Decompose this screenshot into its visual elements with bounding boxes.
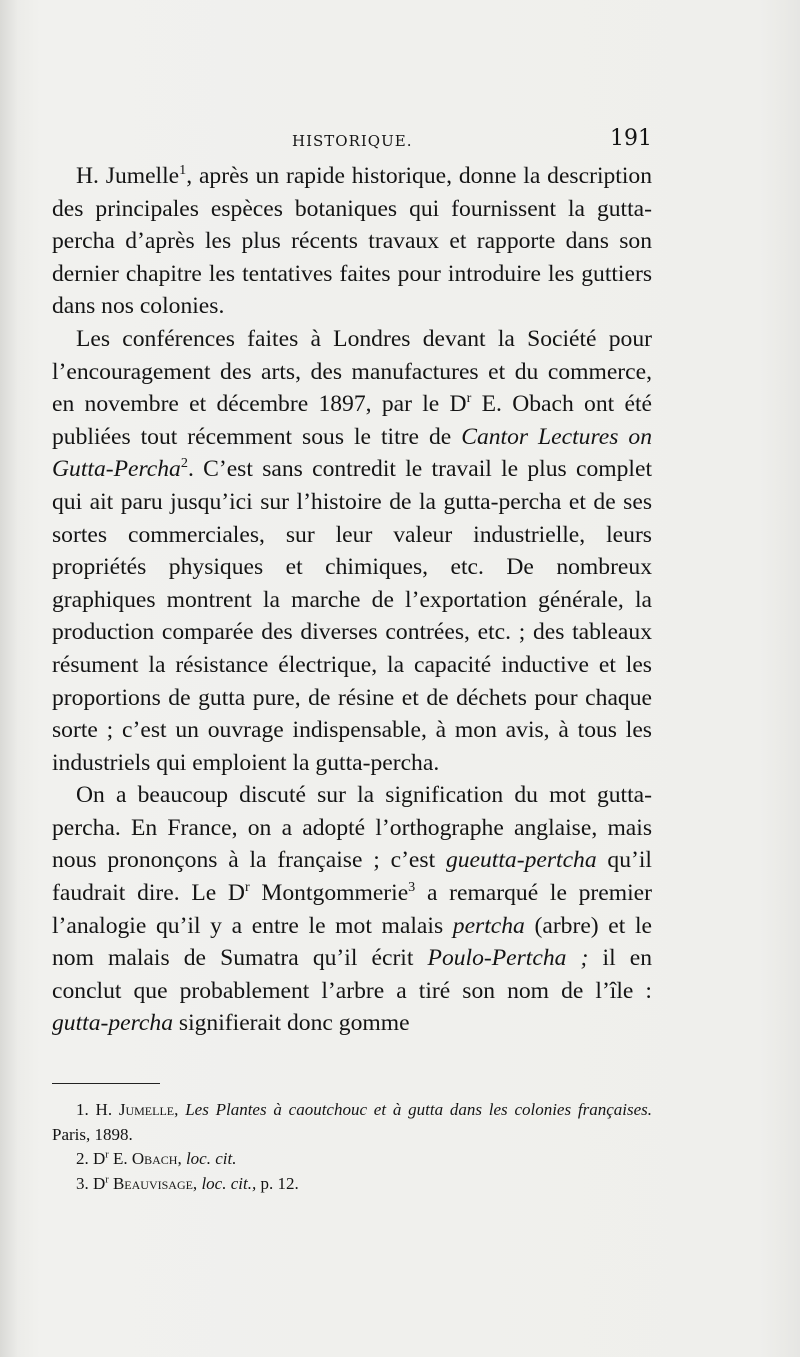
text-run: il en conclut que probablement l’arbre a tiré son nom de l’île : — [52, 945, 652, 1004]
footnote-2 — [52, 1147, 652, 1172]
footnote-title: Les Plantes à caoutchouc et à gutta dans les colonies françaises. — [185, 1100, 653, 1119]
footnote-number: 3. — [76, 1173, 89, 1193]
page-number: 191 — [610, 126, 652, 151]
paragraph-2 — [52, 323, 652, 779]
footnote-author: H. Jumelle, — [95, 1100, 179, 1119]
text-run: . C’est sans contredit le travail le plus complet qui ait paru jusqu’ici sur l’histoire de la gutta-percha et de ses sortes commerciales, sur leur valeur industrielle, leurs propriétés physiques et chimiques, etc. De nombreux graphiques montrent la marche de l’exportation générale, la production comparée des diverses contrées, etc. ; des tableaux résument la résistance électrique, la capacité inductive et les proportions de gutta pure, de résine et de déchets pour chaque sorte ; c’est un ouvrage indispensable, à mon avis, à tous les industriels qui emploient la gutta-percha. — [52, 456, 652, 776]
text-run: H. Jumelle — [76, 163, 180, 189]
text-run: E. Obach ont été publiées tout récemment sous le titre de — [52, 391, 652, 450]
footnote-number: 2. — [76, 1149, 89, 1168]
footnote-3 — [52, 1172, 652, 1197]
footnotes — [52, 1098, 652, 1196]
text-run: (arbre) et le nom malais de Sumatra qu’il écrit — [52, 912, 652, 972]
text-run: signifierait donc gomme — [173, 1010, 410, 1037]
italic-term: gueutta-pertcha — [445, 847, 597, 874]
text-run: a remarqué le premier l’analogie qu’il y a entre le mot malais — [52, 880, 652, 939]
paragraph-3 — [52, 779, 652, 1040]
paragraph-1 — [52, 160, 652, 323]
footnote-1 — [52, 1098, 652, 1147]
footnote-author: Beauvisage, — [108, 1173, 198, 1193]
italic-term: pertcha — [452, 912, 525, 939]
main-text — [52, 160, 652, 1040]
footnote-title: loc. cit. — [185, 1149, 237, 1168]
superscript: r — [244, 879, 250, 896]
text-run: qu’il faudrait dire. Le D — [52, 847, 652, 907]
footnote-ref: 1 — [179, 162, 187, 179]
superscript: r — [105, 1173, 109, 1185]
running-title: HISTORIQUE. — [292, 132, 413, 150]
italic-term: Poulo-Pertcha ; — [427, 945, 589, 972]
footnote-ref: 2 — [180, 455, 188, 472]
footnote-author: E. Obach, — [108, 1149, 182, 1168]
footnote-author-prefix: D — [93, 1173, 106, 1193]
page-header — [52, 124, 652, 160]
footnote-text: Paris, 1898. — [52, 1124, 133, 1144]
text-run: Les conférences faites à Londres devant la Société pour l’encouragement des arts, des manufactures et du commerce, en novembre et décembre 1897, par le D — [52, 325, 652, 418]
superscript: r — [105, 1149, 109, 1161]
footnote-text: p. 12. — [256, 1173, 299, 1193]
footnote-number: 1. — [76, 1100, 89, 1119]
text-run: On a beaucoup discuté sur la signification du mot gutta-percha. En France, on a adopté l’orthographe anglaise, mais nous prononçons à la française ; c’est — [52, 782, 652, 874]
superscript: r — [466, 390, 472, 407]
italic-title: Cantor Lectures on Gutta-Percha — [52, 423, 652, 483]
text-run: , après un rapide historique, donne la description des principales espèces botaniques qui fournissent la gutta-percha d’après les plus récents travaux et rapporte dans son dernier chapitre les tentatives faites pour introduire les guttiers dans nos colonies. — [52, 163, 652, 320]
footnote-title: loc. cit., — [201, 1173, 257, 1193]
text-run: Montgommerie — [249, 880, 409, 907]
footnote-ref: 3 — [408, 879, 416, 896]
footnote-separator — [52, 1083, 160, 1084]
footnote-author-prefix: D — [93, 1149, 106, 1168]
italic-term: gutta-percha — [52, 1010, 173, 1037]
